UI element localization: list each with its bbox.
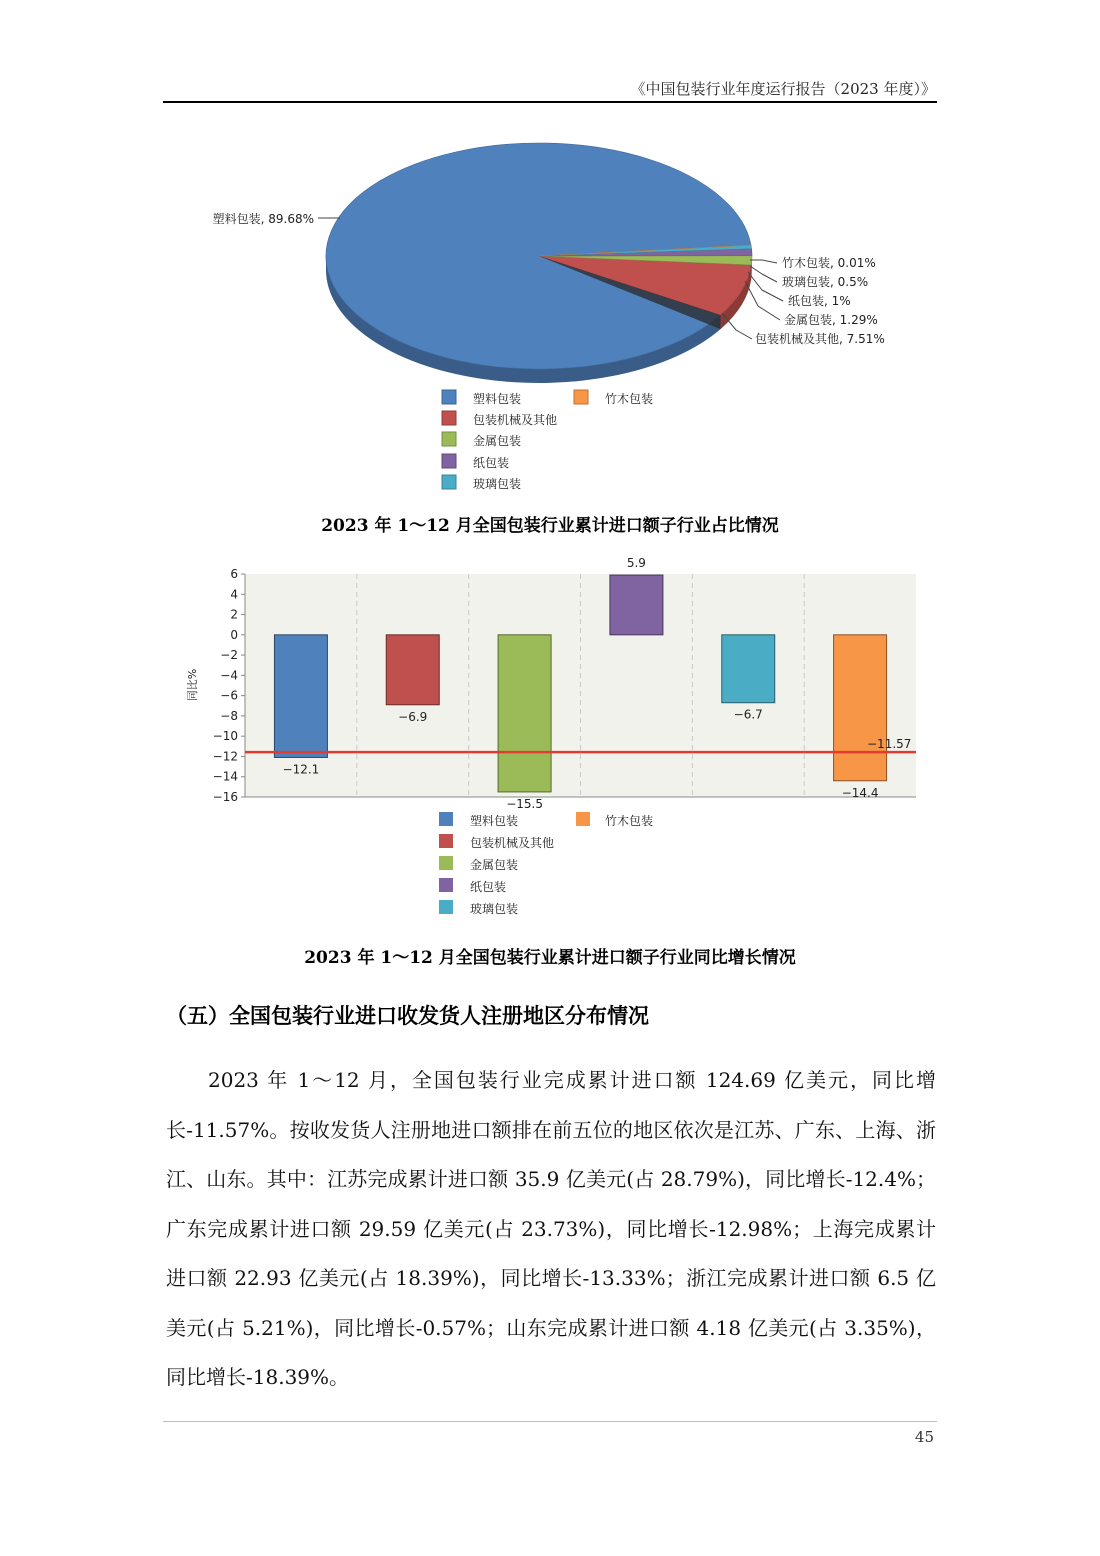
bar-legend-label-paper: 纸包装 bbox=[470, 880, 507, 894]
bar-y-tick-label: −6 bbox=[220, 688, 238, 703]
bar-y-axis-label: 同比% bbox=[186, 668, 199, 702]
bar-y-tick-label: 2 bbox=[230, 607, 238, 622]
pie-legend-swatch-metal bbox=[442, 432, 456, 446]
bar-chart-caption: 2023 年 1～12 月全国包装行业累计进口额子行业同比增长情况 bbox=[304, 948, 796, 968]
pie-label-machinery: 包装机械及其他, 7.51% bbox=[755, 332, 885, 346]
bar-bamboo bbox=[834, 635, 887, 781]
bar-value-label-machinery: −6.9 bbox=[398, 709, 428, 724]
bar-y-tick-label: 4 bbox=[230, 587, 238, 602]
pie-legend-swatch-paper bbox=[442, 454, 456, 468]
bar-legend-item-machinery bbox=[439, 834, 554, 850]
bar-machinery bbox=[386, 635, 439, 705]
pie-label-metal: 金属包装, 1.29% bbox=[784, 313, 878, 327]
bar-legend-swatch-plastic bbox=[439, 812, 453, 826]
pie-legend bbox=[442, 390, 653, 491]
bar-y-tick-label: −14 bbox=[212, 769, 238, 784]
pie-legend-swatch-machinery bbox=[442, 411, 456, 425]
pie-legend-label-bamboo: 竹木包装 bbox=[605, 392, 654, 406]
bar-legend-item-metal bbox=[439, 856, 518, 872]
page-header-title: 《中国包装行业年度运行报告（2023 年度）》 bbox=[630, 80, 936, 98]
bar-y-tick-label: −16 bbox=[212, 790, 238, 804]
pie-chart-caption: 2023 年 1～12 月全国包装行业累计进口额子行业占比情况 bbox=[321, 516, 779, 536]
pie-legend-item-glass bbox=[442, 475, 521, 491]
pie-label-bamboo: 竹木包装, 0.01% bbox=[782, 256, 876, 270]
bar-legend-swatch-glass bbox=[439, 900, 453, 914]
bar-y-tick-label: −8 bbox=[220, 708, 238, 723]
footer-divider bbox=[163, 1421, 937, 1422]
bar-legend-swatch-bamboo bbox=[576, 812, 590, 826]
bar-y-tick-label: 0 bbox=[230, 627, 238, 642]
bar-y-tick-label: −10 bbox=[212, 729, 238, 744]
pie-legend-label-glass: 玻璃包装 bbox=[473, 477, 522, 491]
bar-y-tick-label: −4 bbox=[220, 668, 238, 683]
bar-chart bbox=[0, 545, 1100, 930]
leader-metal bbox=[745, 281, 780, 320]
bar-y-tick-label: 6 bbox=[230, 567, 238, 581]
page-number: 45 bbox=[914, 1428, 934, 1446]
bar-legend-label-plastic: 塑料包装 bbox=[470, 814, 519, 828]
bar-y-tick-label: −12 bbox=[212, 749, 238, 764]
pie-legend-item-paper bbox=[442, 454, 509, 470]
pie-legend-item-metal bbox=[442, 432, 521, 448]
bar-legend-label-glass: 玻璃包装 bbox=[470, 902, 519, 916]
section-heading: （五）全国包装行业进口收发货人注册地区分布情况 bbox=[166, 1004, 649, 1028]
bar-legend bbox=[439, 812, 653, 916]
pie-label-plastic: 塑料包装, 89.68% bbox=[212, 212, 314, 226]
bar-average-line-label: −11.57 bbox=[867, 737, 912, 752]
bar-legend-item-plastic bbox=[439, 812, 518, 828]
section-paragraph: 2023 年 1～12 月，全国包装行业完成累计进口额 124.69 亿美元，同比增长-11.57%。按收发货人注册地进口额排在前五位的地区依次是江苏、广东、上海、浙江、山东。其中：江苏完成累计进口额 35.9 亿美元(占 28.79%)，同比增长-12.4%；广东完成累计进口额 29.59 亿美元(占 23.73%)，同比增长-12.98%；上海完成累计进口额 22.93 亿美元(占 18.39%)，同比增长-13.33%；浙江完成累计进口额 6.5 亿美元(占 5.21%)，同比增长-0.57%；山东完成累计进口额 4.18 亿美元(占 3.35%)，同比增长-18.39%。 bbox=[166, 1068, 936, 1389]
pie-legend-swatch-glass bbox=[442, 475, 456, 489]
bar-legend-label-metal: 金属包装 bbox=[470, 858, 519, 872]
pie-legend-swatch-plastic bbox=[442, 390, 456, 404]
bar-legend-item-paper bbox=[439, 878, 506, 894]
pie-legend-label-plastic: 塑料包装 bbox=[473, 392, 522, 406]
pie-label-glass: 玻璃包装, 0.5% bbox=[782, 275, 869, 289]
bar-value-label-metal: −15.5 bbox=[506, 796, 543, 811]
bar-value-label-paper: 5.9 bbox=[626, 556, 646, 571]
pie-legend-item-machinery bbox=[442, 411, 557, 427]
pie-legend-label-machinery: 包装机械及其他 bbox=[473, 413, 558, 427]
bar-legend-swatch-paper bbox=[439, 878, 453, 892]
bar-legend-label-machinery: 包装机械及其他 bbox=[470, 836, 555, 850]
bar-legend-label-bamboo: 竹木包装 bbox=[605, 814, 654, 828]
bar-paper bbox=[610, 575, 663, 635]
bar-y-tick-label: −2 bbox=[220, 648, 238, 663]
pie-legend-item-bamboo bbox=[574, 390, 653, 406]
pie-legend-item-plastic bbox=[442, 390, 521, 406]
pie-legend-label-metal: 金属包装 bbox=[473, 434, 522, 448]
pie-label-paper: 纸包装, 1% bbox=[788, 294, 851, 308]
bar-metal bbox=[498, 635, 551, 792]
pie-chart bbox=[0, 0, 1100, 510]
bar-value-label-glass: −6.7 bbox=[733, 707, 763, 722]
leader-bamboo bbox=[750, 260, 777, 263]
bar-legend-swatch-metal bbox=[439, 856, 453, 870]
bar-legend-item-bamboo bbox=[576, 812, 653, 828]
bar-glass bbox=[722, 635, 775, 703]
bar-value-label-bamboo: −14.4 bbox=[841, 785, 879, 800]
pie-legend-swatch-bamboo bbox=[574, 390, 588, 404]
bar-legend-swatch-machinery bbox=[439, 834, 453, 848]
bar-value-label-plastic: −12.1 bbox=[282, 762, 320, 777]
bar-legend-item-glass bbox=[439, 900, 518, 916]
pie-legend-label-paper: 纸包装 bbox=[473, 456, 510, 470]
bar-plastic bbox=[274, 635, 327, 758]
